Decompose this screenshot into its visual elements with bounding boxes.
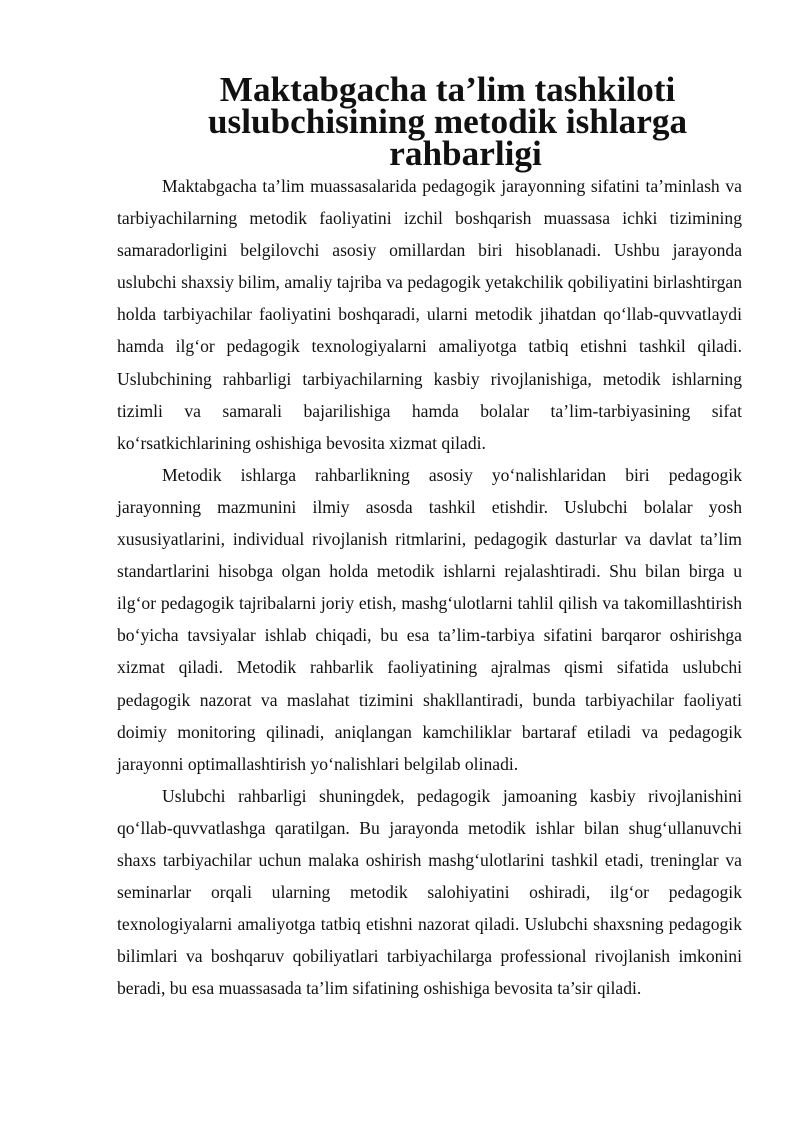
paragraph-2: Metodik ishlarga rahbarlikning asosiy yo‘nalishlaridan biri pedagogik jarayonning mazmunini ilmiy asosda tashkil etishdir. Uslubchi bolalar yosh xususiyatlarini, individual rivojlanish ritmlarini, pedagogik dasturlar va davlat ta’lim standartlarini hisobga olgan holda metodik ishlarni rejalashtiradi. Shu bilan birga u ilg‘or pedagogik tajribalarni joriy etish, mashg‘ulotlarni tahlil qilish va takomillashtirish bo‘yicha tavsiyalar ishlab chiqadi, bu esa ta’lim-tarbiya sifatini barqaror oshirishga xizmat qiladi. Metodik rahbarlik faoliyatining ajralmas qismi sifatida uslubchi pedagogik nazorat va maslahat tizimini shakllantiradi, bunda tarbiyachilar faoliyati doimiy monitoring qilinadi, aniqlangan kamchiliklar bartaraf etiladi va pedagogik jarayonni optimallashtirish yo‘nalishlari belgilab olinadi. [117,464,742,774]
document-title [117,70,742,173]
paragraph-1: Maktabgacha ta’lim muassasalarida pedagogik jarayonning sifatini ta’minlash va tarbiyachilarning metodik faoliyatini izchil boshqarish muassasa ichki tizimining samaradorligini belgilovchi asosiy omillardan biri hisoblanadi. Ushbu jarayonda uslubchi shaxsiy bilim, amaliy tajriba va pedagogik yetakchilik qobiliyatini birlashtirgan holda tarbiyachilar faoliyatini boshqaradi, ularni metodik jihatdan qo‘llab-quvvatlaydi hamda ilg‘or pedagogik texnologiyalarni amaliyotga tatbiq etishni tashkil qiladi. Uslubchining rahbarligi tarbiyachilarning kasbiy rivojlanishiga, metodik ishlarning tizimli va samarali bajarilishiga hamda bolalar ta’lim-tarbiyasining sifat ko‘rsatkichlarining oshishiga bevosita xizmat qiladi. [117,176,742,453]
paragraph-3: Uslubchi rahbarligi shuningdek, pedagogik jamoaning kasbiy rivojlanishini qo‘llab-quvvatlashga qaratilgan. Bu jarayonda metodik ishlar bilan shug‘ullanuvchi shaxs tarbiyachilar uchun malaka oshirish mashg‘ulotlarini tashkil etadi, treninglar va seminarlar orqali ularning metodik salohiyatini oshiradi, ilg‘or pedagogik texnologiyalarni amaliyotga tatbiq etishni nazorat qiladi. Uslubchi shaxsning pedagogik bilimlari va boshqaruv qobiliyatlari tarbiyachilarga professional rivojlanish imkonini beradi, bu esa muassasada ta’lim sifatining oshishiga bevosita ta’sir qiladi. [117,785,742,999]
title-line-2: rahbarligi [389,134,542,173]
title-line-1: Maktabgacha ta’lim tashkiloti uslubchisining metodik ishlarga [207,70,688,141]
document-body [117,70,742,1004]
